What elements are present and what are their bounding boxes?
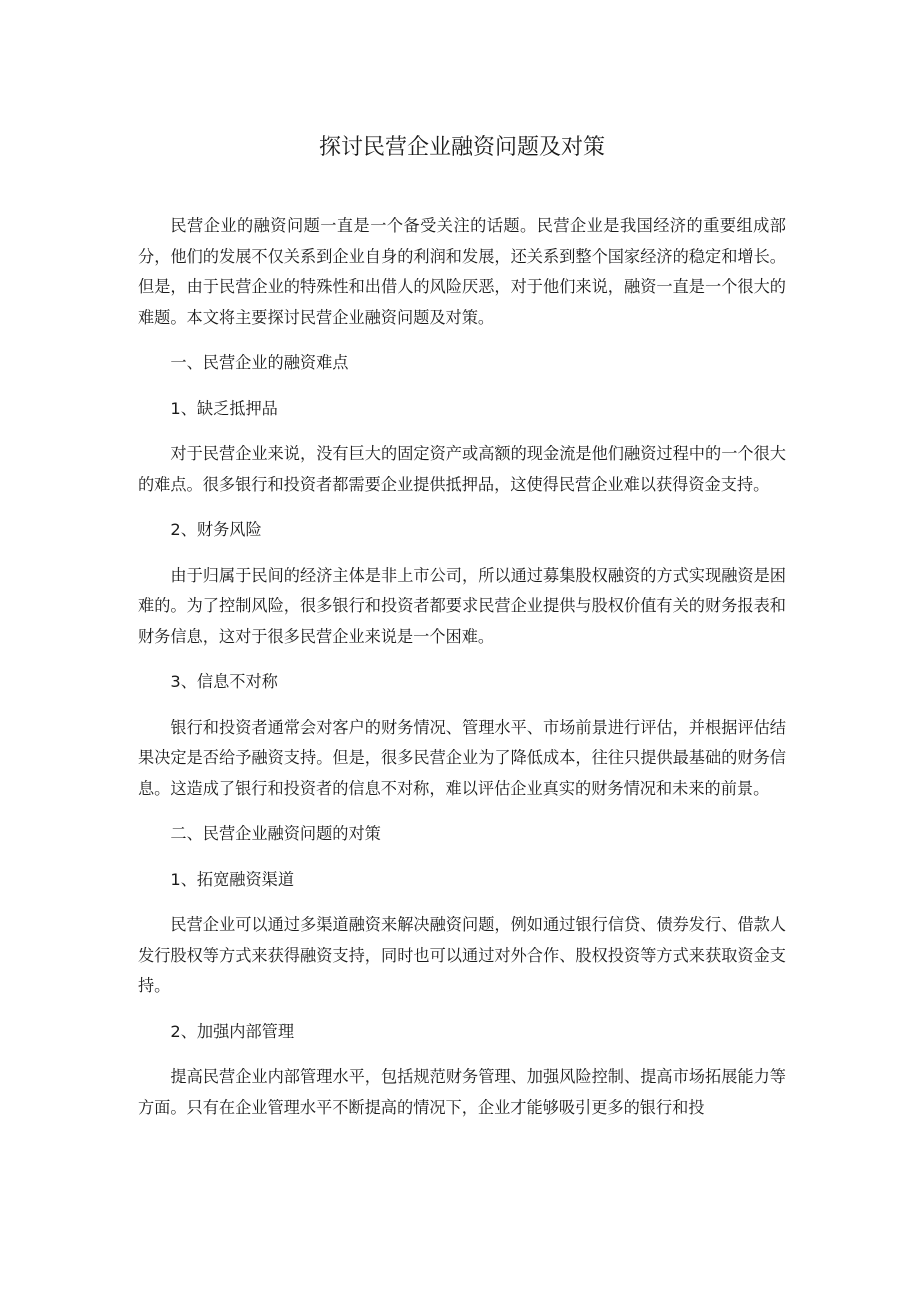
- section-heading-countermeasures: 二、民营企业融资问题的对策: [170, 824, 381, 843]
- paragraph-internal-management: 提高民营企业内部管理水平，包括规范财务管理、加强风险控制、提高市场拓展能力等方面。只有在企业管理水平不断提高的情况下，企业才能够吸引更多的银行和投: [138, 1067, 786, 1117]
- document-title: 探讨民营企业融资问题及对策: [318, 135, 605, 160]
- intro-paragraph: 民营企业的融资问题一直是一个备受关注的话题。民营企业是我国经济的重要组成部分，他们的发展不仅关系到企业自身的利润和发展，还关系到整个国家经济的稳定和增长。但是，由于民营企业的特殊性和出借人的风险厌恶，对于他们来说，融资一直是一个很大的难题。本文将主要探讨民营企业融资问题及对策。: [138, 216, 786, 327]
- subheading-information-asymmetry: 3、信息不对称: [170, 672, 278, 691]
- subheading-collateral: 1、缺乏抵押品: [170, 398, 278, 418]
- document-body: [138, 211, 786, 1123]
- paragraph-financial-risk: 由于归属于民间的经济主体是非上市公司，所以通过募集股权融资的方式实现融资是困难的。为了控制风险，很多银行和投资者都要求民营企业提供与股权价值有关的财务报表和财务信息，这对于很多民营企业来说是一个困难。: [138, 565, 786, 646]
- paragraph-financing-channels: 民营企业可以通过多渠道融资来解决融资问题，例如通过银行信贷、债券发行、借款人发行股权等方式来获得融资支持，同时也可以通过对外合作、股权投资等方式来获取资金支持。: [138, 915, 786, 995]
- subheading-financial-risk: 2、财务风险: [170, 520, 262, 539]
- subheading-internal-management: 2、加强内部管理: [170, 1021, 295, 1041]
- document-page: [138, 0, 786, 1138]
- section-heading-difficulties: 一、民营企业的融资难点: [170, 353, 349, 372]
- paragraph-information-asymmetry: 银行和投资者通常会对客户的财务情况、管理水平、市场前景进行评估，并根据评估结果决定是否给予融资支持。但是，很多民营企业为了降低成本，往往只提供最基础的财务信息。这造成了银行和投资者的信息不对称，难以评估企业真实的财务情况和未来的前景。: [138, 717, 786, 798]
- subheading-financing-channels: 1、拓宽融资渠道: [170, 869, 295, 889]
- paragraph-collateral: 对于民营企业来说，没有巨大的固定资产或高额的现金流是他们融资过程中的一个很大的难点。很多银行和投资者都需要企业提供抵押品，这使得民营企业难以获得资金支持。: [138, 444, 786, 494]
